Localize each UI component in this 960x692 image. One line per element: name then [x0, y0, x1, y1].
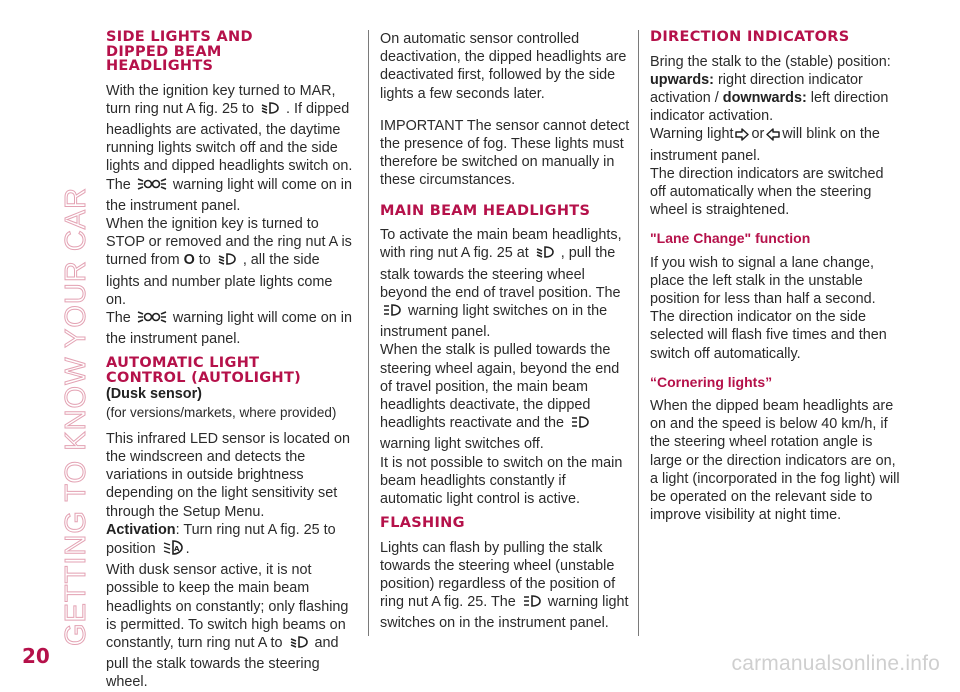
position-o: O	[183, 252, 195, 269]
svg-text:A: A	[173, 544, 180, 553]
text: left direction indicator activation.	[650, 89, 889, 125]
dipped-beam-icon	[289, 634, 309, 655]
text: With dusk sensor active, it is not possible to keep the main beam headlights on constantly; only flashing is permitted. To switch high beams on constantly, turn ring nut A to	[106, 562, 349, 651]
heading-line: AUTOMATIC LIGHT	[106, 355, 260, 372]
paragraph	[106, 82, 356, 176]
text: The	[106, 309, 131, 326]
subheading-cornering-lights: “Cornering lights”	[650, 373, 773, 390]
heading-side-lights	[106, 30, 356, 74]
watermark: carmanualsonline.info	[731, 652, 940, 675]
subheading-lane-change: "Lane Change" function	[650, 230, 811, 247]
text: to	[198, 252, 211, 269]
paragraph	[106, 521, 356, 561]
main-beam-icon	[570, 414, 590, 435]
column-divider	[368, 30, 369, 636]
page-number: 20	[22, 644, 50, 668]
heading-direction-indicators: DIRECTION INDICATORS	[650, 29, 850, 45]
text: To activate the main beam headlights, with ring nut A fig. 25 at	[380, 227, 622, 262]
paragraph	[650, 125, 900, 164]
text: The	[106, 176, 131, 193]
dipped-beam-icon	[260, 100, 280, 121]
text: With the ignition key turned to MAR, turn ring nut A fig. 25 to	[106, 82, 336, 117]
dusk-sensor-label: (Dusk sensor)	[106, 386, 202, 403]
text: Warning light	[650, 126, 734, 143]
text: Bring the stalk to the (stable) position:	[650, 53, 891, 70]
activation-label: Activation	[106, 521, 176, 538]
auto-light-icon	[162, 539, 184, 561]
column-divider	[638, 30, 639, 636]
heading-main-beam: MAIN BEAM HEADLIGHTS	[380, 202, 591, 219]
text: warning light switches off.	[380, 436, 544, 453]
text: warning light switches on in the instrument panel.	[380, 302, 608, 341]
arrow-right-icon	[735, 128, 749, 146]
text: When the stalk is pulled towards the steering wheel again, beyond the end of travel position, the main beam headlights deactivate, the dipped headlights reactivate and the	[380, 342, 620, 432]
text: warning light will come on in the instrument panel.	[106, 176, 352, 214]
paragraph	[106, 309, 356, 348]
heading-line: SIDE LIGHTS AND	[106, 29, 253, 45]
paragraph	[106, 215, 356, 309]
paragraph: When the dipped beam headlights are on and the speed is below 40 km/h, if the steering wheel rotation angle is large or the direction indicators are on, a light (incorporated in the fog light) will be operated on the relevant side to improve visibility at night time.	[650, 397, 900, 524]
column-3	[650, 30, 900, 524]
arrow-left-icon	[766, 128, 780, 146]
heading-line: HEADLIGHTS	[106, 58, 214, 74]
side-title: GETTING TO KNOW YOUR CAR	[60, 186, 92, 646]
paragraph	[380, 226, 630, 341]
heading-autolight	[106, 356, 356, 385]
text: . If dipped headlights are activated, the daytime running lights switch off and the side lights and dipped headlights switch on.	[106, 100, 353, 175]
main-beam-icon	[382, 302, 402, 323]
text: When the ignition key is turned to STOP or removed and the ring nut A is turned from	[106, 215, 352, 269]
text: or	[751, 126, 765, 143]
heading-flashing: FLASHING	[380, 515, 465, 532]
paragraph: It is not possible to switch on the main beam headlights constantly if automatic light control is active.	[380, 454, 623, 507]
paragraph	[106, 561, 356, 691]
paragraph	[380, 341, 630, 453]
paragraph: The direction indicators are switched off automatically when the steering wheel is straightened.	[650, 165, 884, 219]
heading-line: DIPPED BEAM	[106, 43, 222, 60]
paragraph: This infrared LED sensor is located on the windscreen and detects the variations in outside brightness depending on the light sensitivity set through the Setup Menu.	[106, 430, 350, 520]
column-2	[380, 30, 630, 633]
text: .	[185, 540, 190, 557]
paragraph: On automatic sensor controlled deactivation, the dipped headlights are deactivated first, followed by the side lights a few seconds later.	[380, 31, 627, 102]
paragraph-important: IMPORTANT The sensor cannot detect the presence of fog. These lights must therefore be switched on manually in these circumstances.	[380, 117, 630, 189]
text: right direction indicator activation /	[650, 71, 863, 106]
upwards-label: upwards:	[650, 71, 714, 88]
paragraph	[650, 53, 900, 126]
text: : Turn ring nut A fig. 25 to position	[106, 521, 336, 557]
text: , pull the stalk towards the steering wheel beyond the end of travel position. The	[380, 245, 621, 301]
downwards-label: downwards:	[722, 89, 807, 106]
paragraph	[106, 176, 356, 215]
column-1	[106, 30, 356, 692]
sidelights-icon	[137, 309, 167, 330]
versions-note: (for versions/markets, where provided)	[106, 404, 337, 420]
main-beam-icon	[522, 593, 542, 614]
paragraph	[380, 539, 630, 633]
text: will blink on the instrument panel.	[650, 126, 880, 164]
text: , all the side lights and number plate lights come on.	[106, 252, 333, 308]
heading-line: CONTROL (AUTOLIGHT)	[106, 369, 302, 386]
dipped-beam-icon	[535, 244, 555, 265]
sidelights-icon	[137, 176, 167, 197]
text: warning light switches on in the instrument panel.	[380, 594, 629, 632]
dipped-beam-icon	[217, 251, 237, 272]
text: Lights can flash by pulling the stalk towards the steering wheel (unstable position) regardless of the position of ring nut A fig. 25. The	[380, 539, 616, 611]
text: and pull the stalk towards the steering wheel.	[106, 634, 339, 691]
paragraph: If you wish to signal a lane change, place the left stalk in the unstable position for less than half a second. The direction indicator on the side selected will flash five times and then switch off automatically.	[650, 254, 887, 362]
text: warning light will come on in the instrument panel.	[106, 309, 352, 348]
